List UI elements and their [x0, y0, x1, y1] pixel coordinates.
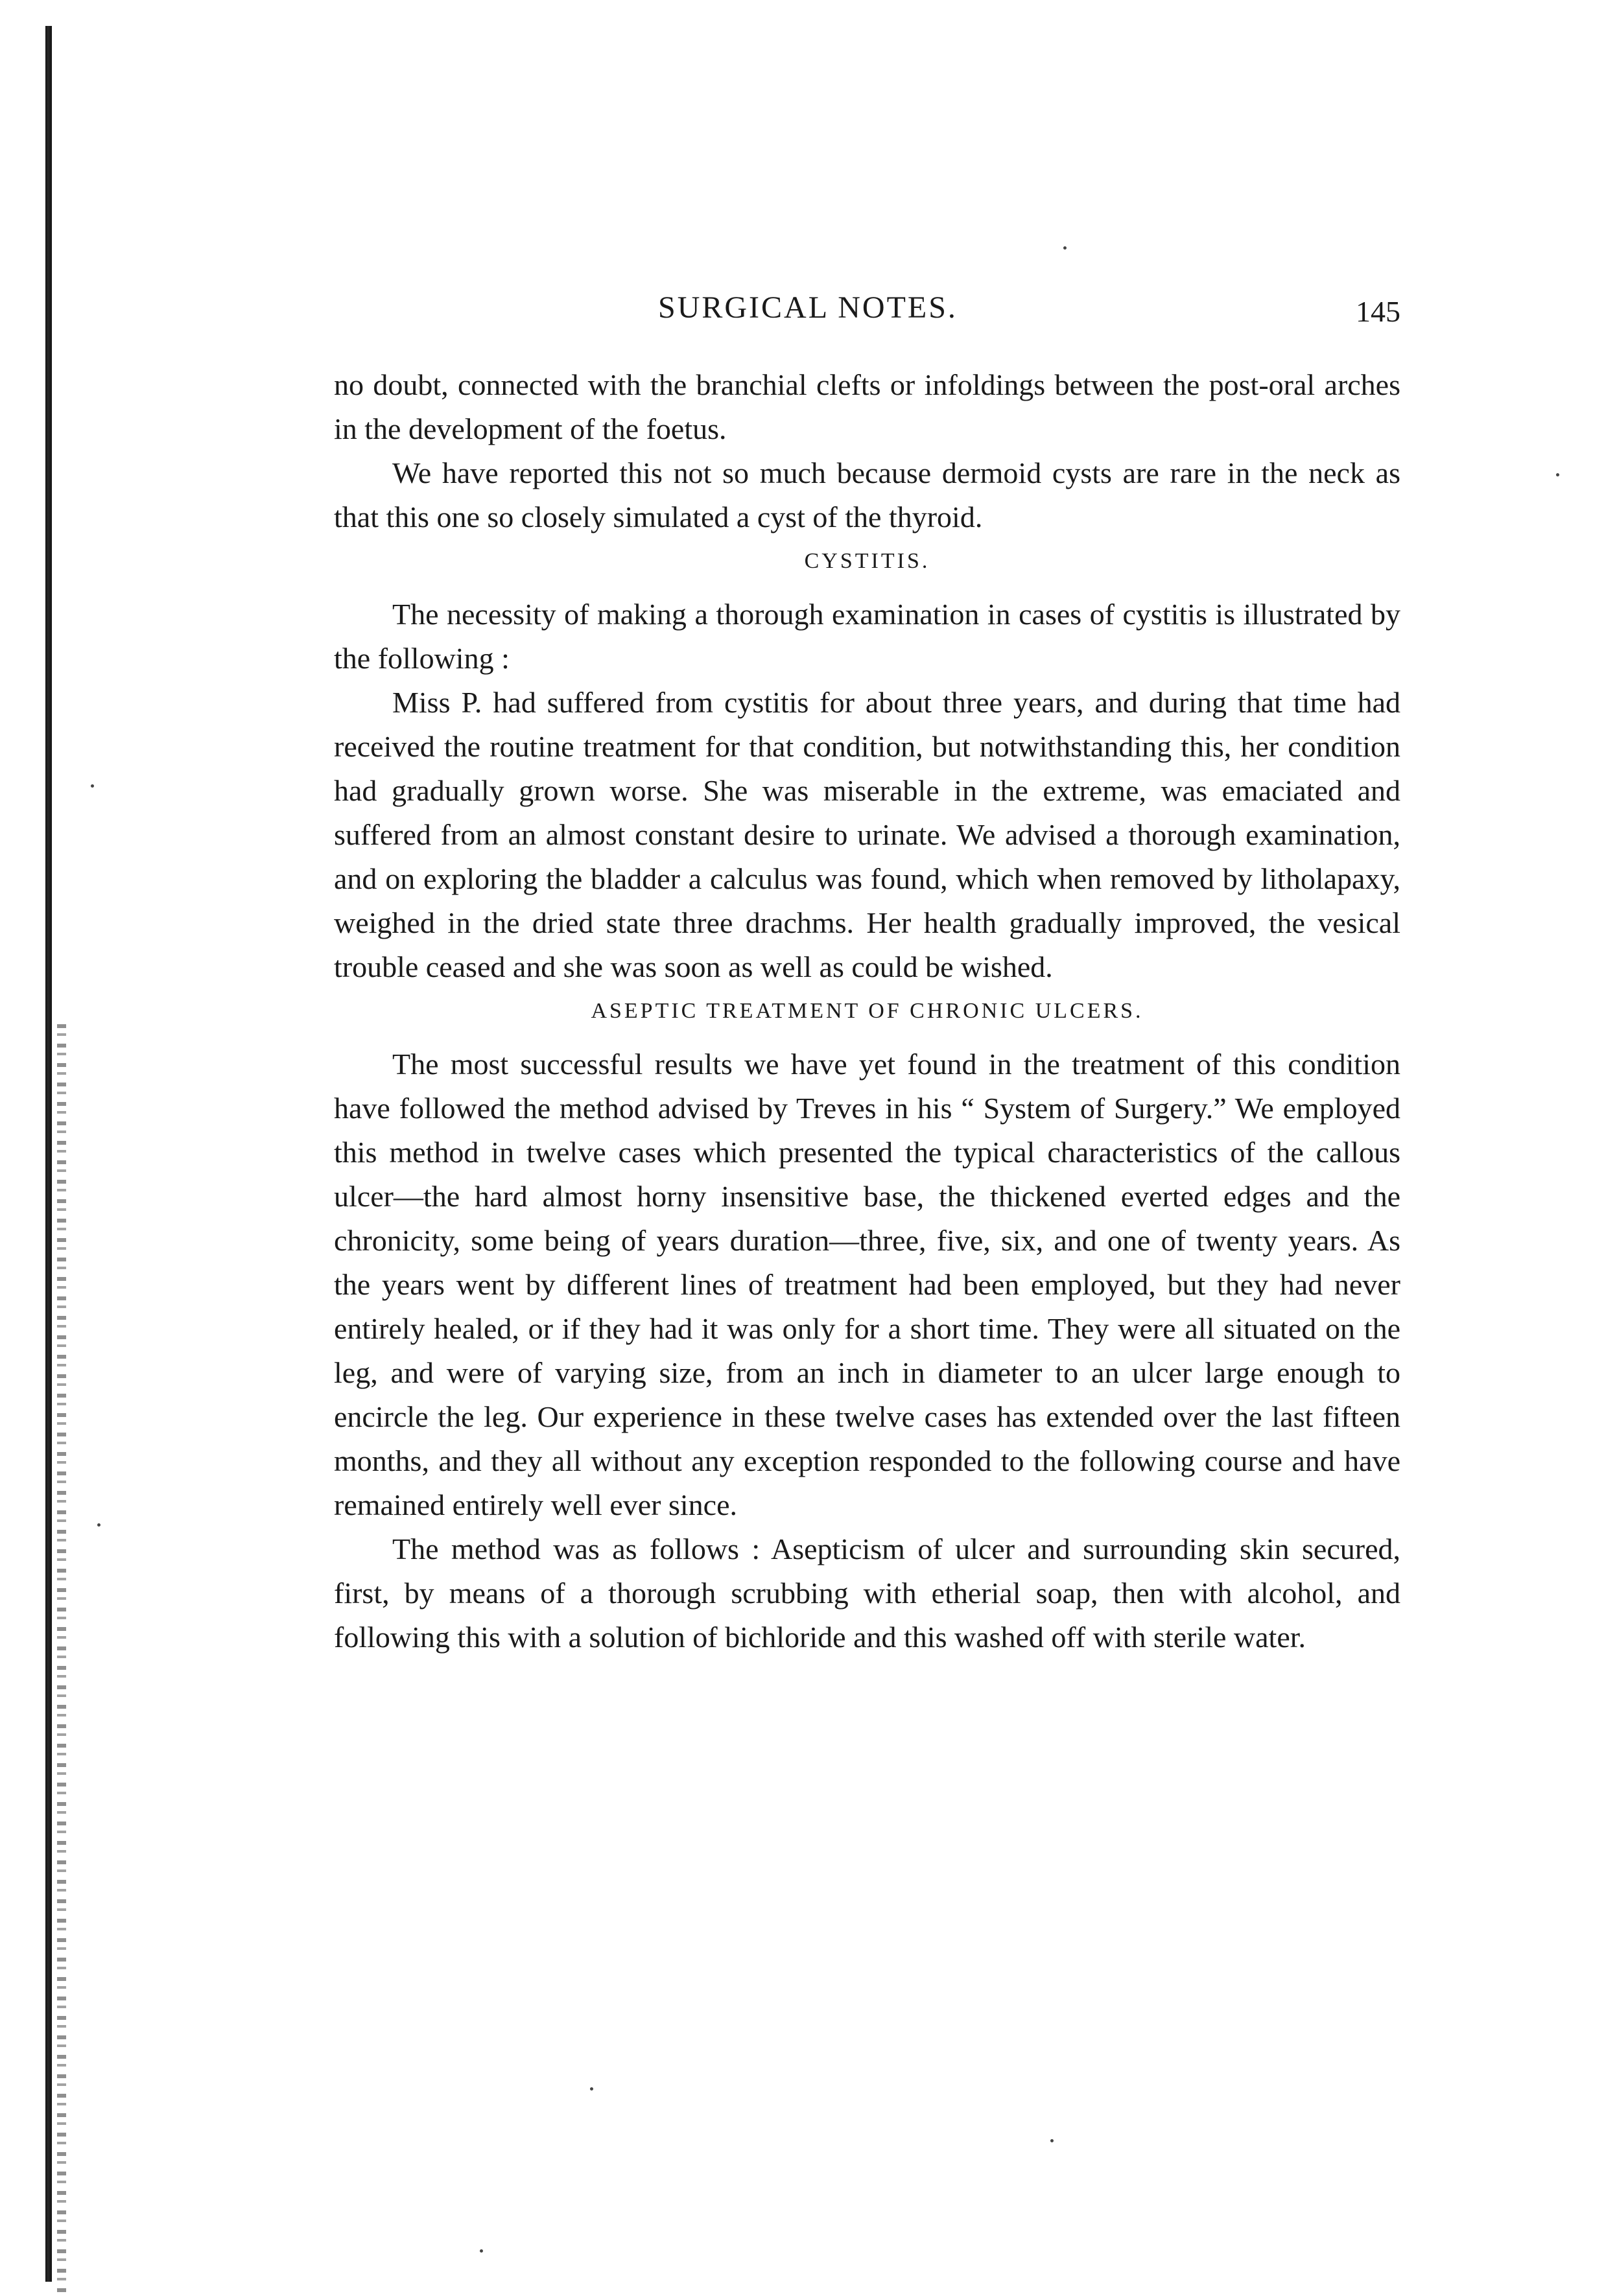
scan-speck	[590, 2087, 593, 2091]
paragraph: The most successful results we have yet found in the treatment of this condition have followed the method advised by Treves in his “ System of Surgery.” We employed this method in twelve cases which presented the typical characteristics of the callous ulcer—the hard almost horny insensitive base, the thickened everted edges and the chronicity, some being of years duration—three, five, six, and one of twenty years. As the years went by different lines of treatment had been employed, but they had never entirely healed, or if they had it was only for a short time. They were all situated on the leg, and were of varying size, from an inch in diameter to an ulcer large enough to encircle the leg. Our experience in these twelve cases has extended over the last fifteen months, and they all without any exception responded to the following course and have remained entirely well ever since.	[334, 1048, 1400, 1521]
scan-speck	[1063, 246, 1067, 250]
binding-edge	[45, 26, 52, 2282]
scan-speck	[480, 2249, 483, 2253]
binding-shadow	[57, 1024, 66, 2295]
running-title: SURGICAL NOTES.	[658, 290, 958, 325]
page-number: 145	[1356, 295, 1400, 328]
paragraph: no doubt, connected with the branchial clefts or infoldings between the post-oral arches in the development of the foetus.	[334, 368, 1400, 445]
section-heading-cystitis: CYSTITIS.	[804, 549, 930, 573]
scan-speck	[91, 784, 94, 788]
page-header	[334, 285, 1400, 331]
paragraph: The necessity of making a thorough examination in cases of cystitis is illustrated by the following :	[334, 598, 1400, 675]
body-text	[334, 363, 1400, 1659]
scan-speck	[1556, 473, 1559, 476]
paragraph: Miss P. had suffered from cystitis for about three years, and during that time had received the routine treatment for that condition, but notwithstanding this, her condition had gradually grown worse. She was miserable in the extreme, was emaciated and suffered from an almost constant desire to urinate. We advised a thorough examination, and on exploring the bladder a calculus was found, which when removed by litholapaxy, weighed in the dried state three drachms. Her health gradually improved, the vesical trouble ceased and she was soon as well as could be wished.	[334, 686, 1400, 983]
scan-speck	[1050, 2139, 1054, 2142]
scan-speck	[97, 1523, 100, 1527]
paragraph: The method was as follows : Asepticism of ulcer and surrounding skin secured, first, by means of a thorough scrubbing with etherial soap, then with alcohol, and following this with a solution of bichloride and this washed off with sterile water.	[334, 1532, 1400, 1654]
section-heading-ulcers: ASEPTIC TREATMENT OF CHRONIC ULCERS.	[591, 999, 1144, 1023]
paragraph: We have reported this not so much because dermoid cysts are rare in the neck as that this one so closely simulated a cyst of the thyroid.	[334, 456, 1400, 533]
